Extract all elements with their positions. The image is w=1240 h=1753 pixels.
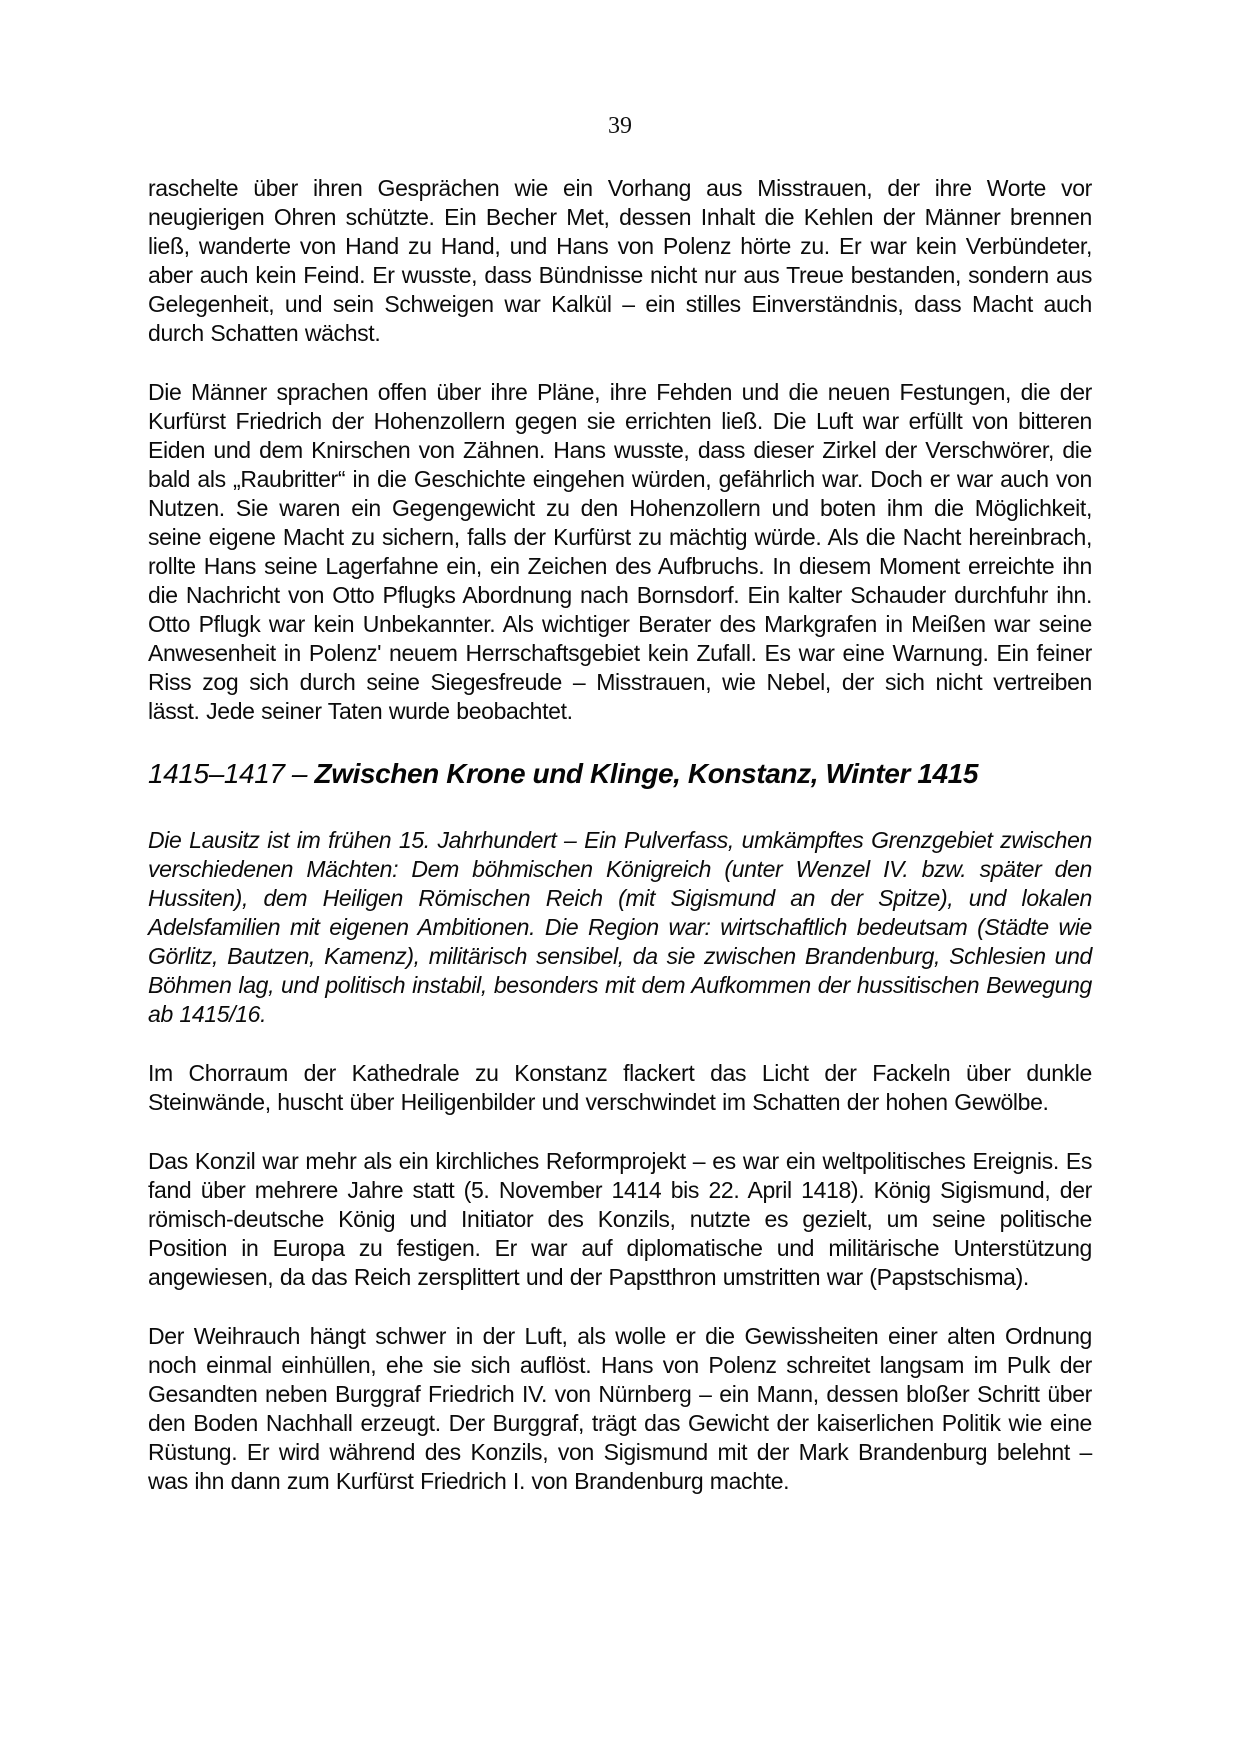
paragraph-das-konzil: Das Konzil war mehr als ein kirchliches Reformprojekt – es war ein weltpolitisches Ereignis. Es fand über mehrere Jahre statt (5. November 1414 bis 22. April 1418). König Sigismund, der römisch-deutsche König und Initiator des Konzils, nutzte es gezielt, um seine politische Position in Europa zu festigen. Er war auf diplomatische und militärische Unterstützung angewiesen, da das Reich zersplittert und der Papstthron umstritten war (Papstschisma). [148,1148,1092,1290]
paragraph-rascheltes-misstrauen: raschelte über ihren Gesprächen wie ein Vorhang aus Misstrauen, der ihre Worte vor neugierigen Ohren schützte. Ein Becher Met, dessen Inhalt die Kehlen der Männer brennen ließ, wanderte von Hand zu Hand, und Hans von Polenz hörte zu. Er war kein Verbündeter, aber auch kein Feind. Er wusste, dass Bündnisse nicht nur aus Treue bestanden, sondern aus Gelegenheit, und sein Schweigen war Kalkül – ein stilles Einverständnis, dass Macht auch durch Schatten wächst. [148,175,1092,346]
page-number: 39 [608,113,632,139]
paragraph-die-maenner: Die Männer sprachen offen über ihre Pläne, ihre Fehden und die neuen Festungen, die der Kurfürst Friedrich der Hohenzollern gegen sie errichten ließ. Die Luft war erfüllt von bitteren Eiden und dem Knirschen von Zähnen. Hans wusste, dass dieser Zirkel der Verschwörer, die bald als „Raubritter“ in die Geschichte eingehen würden, gefährlich war. Doch er war auch von Nutzen. Sie waren ein Gegengewicht zu den Hohenzollern und boten ihm die Möglichkeit, seine eigene Macht zu sichern, falls der Kurfürst zu mächtig würde. Als die Nacht hereinbrach, rollte Hans seine Lagerfahne ein, ein Zeichen des Aufbruchs. In diesem Moment erreichte ihn die Nachricht von Otto Pflugks Abordnung nach Bornsdorf. Ein kalter Schauder durchfuhr ihn. Otto Pflugk war kein Unbekannter. Als wichtiger Berater des Markgrafen in Meißen war seine Anwesenheit in Polenz' neuem Herrschaftsgebiet kein Zufall. Es war eine Warnung. Ein feiner Riss zog sich durch seine Siegesfreude – Misstrauen, wie Nebel, der sich nicht vertreiben lässt. Jede seiner Taten wurde beobachtet. [148,379,1092,724]
section-heading-title: Zwischen Krone und Klinge, Konstanz, Winter 1415 [314,758,979,789]
section-heading [148,756,1092,792]
paragraph-im-chorraum: Im Chorraum der Kathedrale zu Konstanz flackert das Licht der Fackeln über dunkle Steinwände, huscht über Heiligenbilder und verschwindet im Schatten der hohen Gewölbe. [148,1060,1092,1115]
paragraph-lede-die-lausitz: Die Lausitz ist im frühen 15. Jahrhundert – Ein Pulverfass, umkämpftes Grenzgebiet zwischen verschiedenen Mächten: Dem böhmischen Königreich (unter Wenzel IV. bzw. später den Hussiten), dem Heiligen Römischen Reich (mit Sigismund an der Spitze), und lokalen Adelsfamilien mit eigenen Ambitionen. Die Region war: wirtschaftlich bedeutsam (Städte wie Görlitz, Bautzen, Kamenz), militärisch sensibel, da sie zwischen Brandenburg, Schlesien und Böhmen lag, und politisch instabil, besonders mit dem Aufkommen der hussitischen Bewegung ab 1415/16. [148,827,1092,1027]
section-heading-date-range: 1415–1417 – [148,758,315,789]
paragraph-der-weihrauch: Der Weihrauch hängt schwer in der Luft, als wolle er die Gewissheiten einer alten Ordnung noch einmal einhüllen, ehe sie sich auflöst. Hans von Polenz schreitet langsam im Pulk der Gesandten neben Burggraf Friedrich IV. von Nürnberg – ein Mann, dessen bloßer Schritt über den Boden Nachhall erzeugt. Der Burggraf, trägt das Gewicht der kaiserlichen Politik wie eine Rüstung. Er wird während des Konzils, von Sigismund mit der Mark Brandenburg belehnt – was ihn dann zum Kurfürst Friedrich I. von Brandenburg machte. [148,1323,1092,1494]
